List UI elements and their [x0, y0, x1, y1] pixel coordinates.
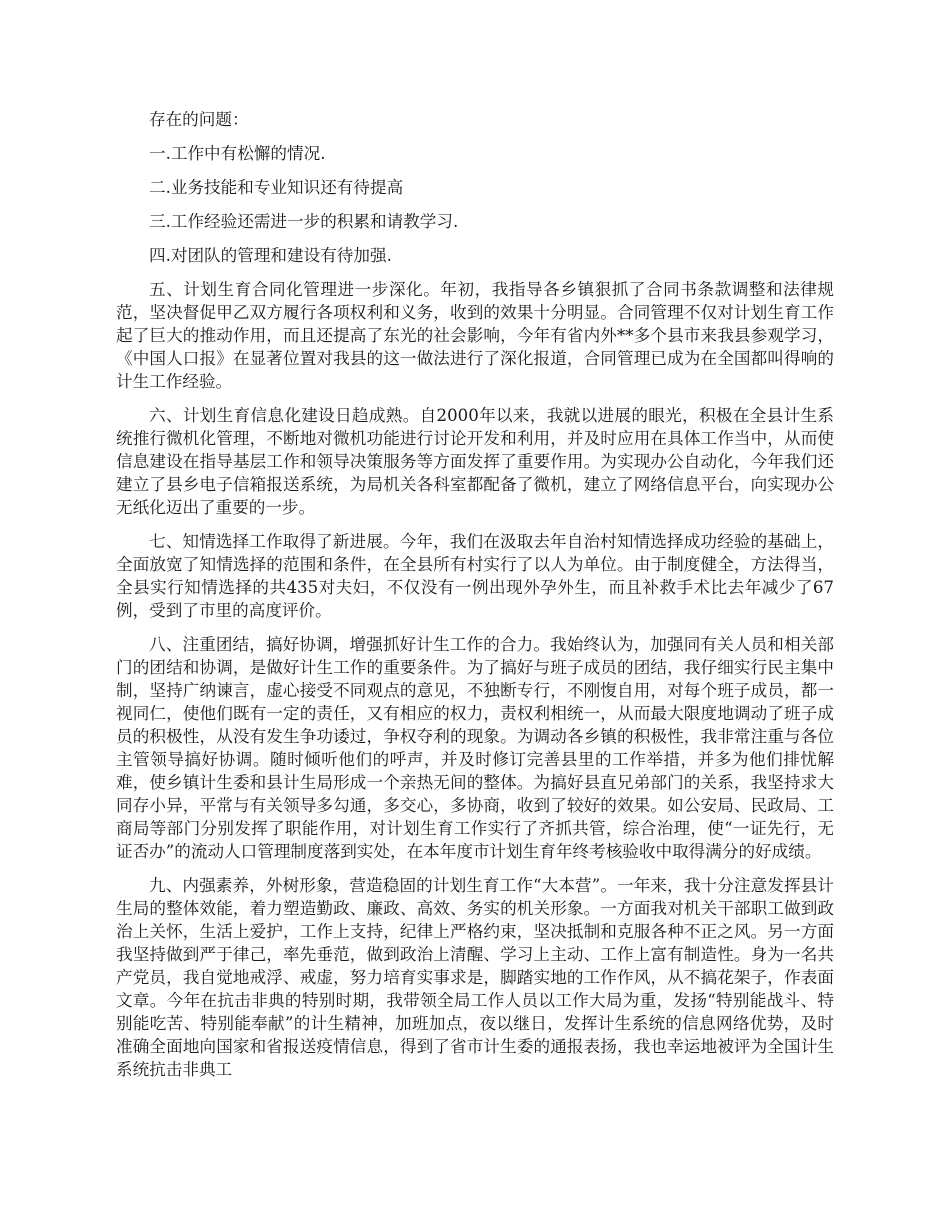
- problem-item-4: 四.对团队的管理和建设有待加强.: [149, 246, 392, 265]
- document-body: [116, 108, 834, 1092]
- problem-item-2: 二.业务技能和专业知识还有待提高: [149, 178, 404, 197]
- problems-heading: 存在的问题：: [149, 110, 249, 129]
- paragraph-unity-coordination: 八、注重团结，搞好协调，增强抓好计生工作的合力。我始终认为，加强同有关人员和相关部门的团结和协调，是做好计生工作的重要条件。为了搞好与班子成员的团结，我仔细实行民主集中制，坚持广纳谏言，虚心接受不同观点的意见，不独断专行，不刚愎自用，对每个班子成员，都一视同仁，使他们既有一定的责任，又有相应的权力，责权利相统一，从而最大限度地调动了班子成员的积极性，从没有发生争功诿过，争权夺利的现象。为调动各乡镇的积极性，我非常注重与各位主管领导搞好协调。随时倾听他们的呼声，并及时修订完善县里的工作举措，并多为他们排忧解难，使乡镇计生委和县计生局形成一个亲热无间的整体。为搞好县直兄弟部门的关系，我坚持求大同存小异，平常与有关领导多勾通，多交心，多协商，收到了较好的效果。如公安局、民政局、工商局等部门分别发挥了职能作用，对计划生育工作实行了齐抓共管，综合治理，使“一证先行，无证否办”的流动人口管理制度落到实处，在本年度市计划生育年终考核验收中取得满分的好成绩。: [116, 635, 834, 861]
- paragraph-informatization: 六、计划生育信息化建设日趋成熟。自2000年以来，我就以进展的眼光，积极在全县计生系统推行微机化管理，不断地对微机功能进行讨论开发和利用，并及时应用在具体工作当中，从而使信息建设在指导基层工作和领导决策服务等方面发挥了重要作用。为实现办公自动化，今年我们还建立了县乡电子信箱报送系统，为局机关各科室都配备了微机，建立了网络信息平台，向实现办公无纸化迈出了重要的一步。: [116, 406, 834, 517]
- problem-item-1: 一.工作中有松懈的情况.: [149, 144, 326, 163]
- problem-item-3: 三.工作经验还需进一步的积累和请教学习.: [149, 212, 459, 231]
- paragraph-contract-management: 五、计划生育合同化管理进一步深化。年初，我指导各乡镇狠抓了合同书条款调整和法律规范，坚决督促甲乙双方履行各项权利和义务，收到的效果十分明显。合同管理不仅对计划生育工作起了巨大的推动作用，而且还提高了东光的社会影响，今年有省内外**多个县市来我县参观学习，《中国人口报》在显著位置对我县的这一做法进行了深化报道，合同管理已成为在全国都叫得响的计生工作经验。: [116, 280, 834, 391]
- paragraph-internal-quality: 九、内强素养，外树形象，营造稳固的计划生育工作“大本营”。一年来，我十分注意发挥县计生局的整体效能，着力塑造勤政、廉政、高效、务实的机关形象。一方面我对机关干部职工做到政治上关怀，生活上爱护，工作上支持，纪律上严格约束，坚决抵制和克服各种不正之风。另一方面我坚持做到严于律己，率先垂范，做到政治上清醒、学习上主动、工作上富有制造性。身为一名共产党员，我自觉地戒浮、戒虚，努力培育实事求是，脚踏实地的工作作风，从不搞花架子，作表面文章。今年在抗击非典的特别时期，我带领全局工作人员以工作大局为重，发扬“特别能战斗、特别能吃苦、特别能奉献”的计生精神，加班加点，夜以继日，发挥计生系统的信息网络优势，及时准确全面地向国家和省报送疫情信息，得到了省市计生委的通报表扬，我也幸运地被评为全国计生系统抗击非典工: [116, 876, 834, 1079]
- paragraph-informed-choice: 七、知情选择工作取得了新进展。今年，我们在汲取去年自治村知情选择成功经验的基础上，全面放宽了知情选择的范围和条件，在全县所有村实行了以人为单位。由于制度健全，方法得当，全县实行知情选择的共435对夫妇，不仅没有一例出现外孕外生，而且补救手术比去年减少了67例，受到了市里的高度评价。: [116, 532, 834, 620]
